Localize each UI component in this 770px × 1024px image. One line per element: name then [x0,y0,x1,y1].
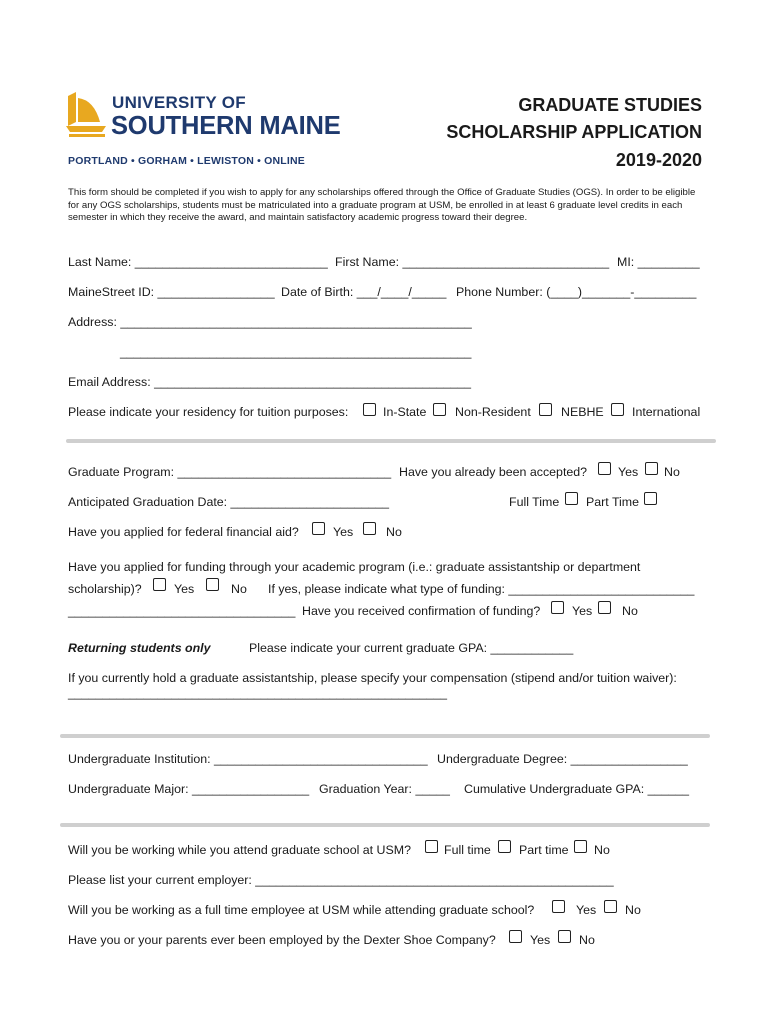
returning-students-heading: Returning students only [68,641,211,655]
fafsa-yes-label: Yes [333,525,354,539]
logo-line-university: UNIVERSITY OF [112,93,246,112]
section-divider-2 [60,734,710,738]
section-divider-1 [66,439,716,443]
assistantship-compensation-field[interactable]: _______________________________________________________ [68,686,448,700]
working-part-time-checkbox[interactable] [498,840,511,853]
current-gpa-field[interactable]: Please indicate your current graduate GPA: ____________ [249,641,574,655]
nebhe-checkbox[interactable] [539,403,552,416]
full-time-label: Full Time [509,495,560,509]
working-full-time-label: Full time [444,843,491,857]
intro-paragraph: This form should be completed if you wish to apply for any scholarships offered through the Office of Graduate Studies (OGS). In order to be eligible for any OGS scholarships, students must be matriculated into a graduate program at USM, be enrolled in at least 6 graduate level credits in each semester in which they receive the award, and maintain satisfactory academic progress toward their degree. [68,187,696,223]
full-time-checkbox[interactable] [565,492,578,505]
non-resident-checkbox[interactable] [433,403,446,416]
usm-employee-yes-checkbox[interactable] [552,900,565,913]
confirmation-no-checkbox[interactable] [598,601,611,614]
funding-no-label: No [231,582,247,596]
working-no-label: No [594,843,610,857]
in-state-checkbox[interactable] [363,403,376,416]
title-line-3: 2019-2020 [615,150,702,170]
current-employer-field[interactable]: Please list your current employer: ____________________________________________________ [68,873,614,887]
fafsa-no-label: No [386,525,402,539]
undergraduate-degree-field[interactable]: Undergraduate Degree: _________________ [437,752,688,766]
usm-employee-no-label: No [625,903,641,917]
funding-yes-checkbox[interactable] [153,578,166,591]
dexter-no-label: No [579,933,595,947]
dexter-yes-label: Yes [530,933,551,947]
international-checkbox[interactable] [611,403,624,416]
part-time-checkbox[interactable] [644,492,657,505]
confirmation-yes-checkbox[interactable] [551,601,564,614]
confirmation-no-label: No [622,604,638,618]
first-name-field[interactable]: First Name: ______________________________ [335,255,610,269]
working-full-time-checkbox[interactable] [425,840,438,853]
anticipated-graduation-field[interactable]: Anticipated Graduation Date: _______________________ [68,495,390,509]
fafsa-question: Have you applied for federal financial aid? [68,525,299,539]
usm-employee-no-checkbox[interactable] [604,900,617,913]
accepted-no-label: No [664,465,680,479]
undergraduate-gpa-field[interactable]: Cumulative Undergraduate GPA: ______ [464,782,690,796]
undergraduate-institution-field[interactable]: Undergraduate Institution: _______________________________ [68,752,428,766]
phone-number-field[interactable]: Phone Number: (____)_______-_________ [456,285,697,299]
fafsa-yes-checkbox[interactable] [312,522,325,535]
funding-yes-label: Yes [174,582,195,596]
logo-campuses: PORTLAND • GORHAM • LEWISTON • ONLINE [68,155,305,167]
working-no-checkbox[interactable] [574,840,587,853]
dexter-yes-checkbox[interactable] [509,930,522,943]
address-field-line-1[interactable]: Address: ___________________________________________________ [68,315,472,329]
in-state-label: In-State [383,405,427,419]
funding-question-line-2: scholarship)? [68,582,142,596]
funding-type-field[interactable]: If yes, please indicate what type of funding: ___________________________ [268,582,695,596]
accepted-no-checkbox[interactable] [645,462,658,475]
title-line-2: SCHOLARSHIP APPLICATION [446,122,702,142]
date-of-birth-field[interactable]: Date of Birth: ___/____/_____ [281,285,447,299]
logo-line-southern-maine: SOUTHERN MAINE [111,112,341,140]
part-time-label: Part Time [586,495,640,509]
fafsa-no-checkbox[interactable] [363,522,376,535]
accepted-question: Have you already been accepted? [399,465,588,479]
accepted-yes-label: Yes [618,465,639,479]
section-divider-3 [60,823,710,827]
funding-no-checkbox[interactable] [206,578,219,591]
dexter-no-checkbox[interactable] [558,930,571,943]
undergraduate-major-field[interactable]: Undergraduate Major: _________________ [68,782,310,796]
dexter-shoe-question: Have you or your parents ever been employed by the Dexter Shoe Company? [68,933,496,947]
funding-type-field-continued[interactable]: _________________________________ [68,604,296,618]
mi-field[interactable]: MI: _________ [617,255,700,269]
nebhe-label: NEBHE [561,405,604,419]
assistantship-question: If you currently hold a graduate assistantship, please specify your compensation (stipend and/or tuition waiver): [68,671,677,685]
usm-logo-mark [66,92,108,140]
usm-employee-question: Will you be working as a full time employee at USM while attending graduate school? [68,903,535,917]
title-line-1: GRADUATE STUDIES [518,95,702,115]
international-label: International [632,405,701,419]
funding-confirmation-question: Have you received confirmation of funding? [302,604,541,618]
working-part-time-label: Part time [519,843,569,857]
graduation-year-field[interactable]: Graduation Year: _____ [319,782,450,796]
last-name-field[interactable]: Last Name: ____________________________ [68,255,328,269]
accepted-yes-checkbox[interactable] [598,462,611,475]
usm-employee-yes-label: Yes [576,903,597,917]
working-question: Will you be working while you attend graduate school at USM? [68,843,411,857]
address-field-line-2[interactable]: ___________________________________________________ [120,345,472,359]
email-address-field[interactable]: Email Address: ______________________________________________ [68,375,472,389]
mainestreet-id-field[interactable]: MaineStreet ID: _________________ [68,285,275,299]
confirmation-yes-label: Yes [572,604,593,618]
funding-question-line-1: Have you applied for funding through your academic program (i.e.: graduate assistantship or department [68,560,641,574]
residency-question: Please indicate your residency for tuition purposes: [68,405,349,419]
non-resident-label: Non-Resident [455,405,531,419]
graduate-program-field[interactable]: Graduate Program: _______________________________ [68,465,392,479]
